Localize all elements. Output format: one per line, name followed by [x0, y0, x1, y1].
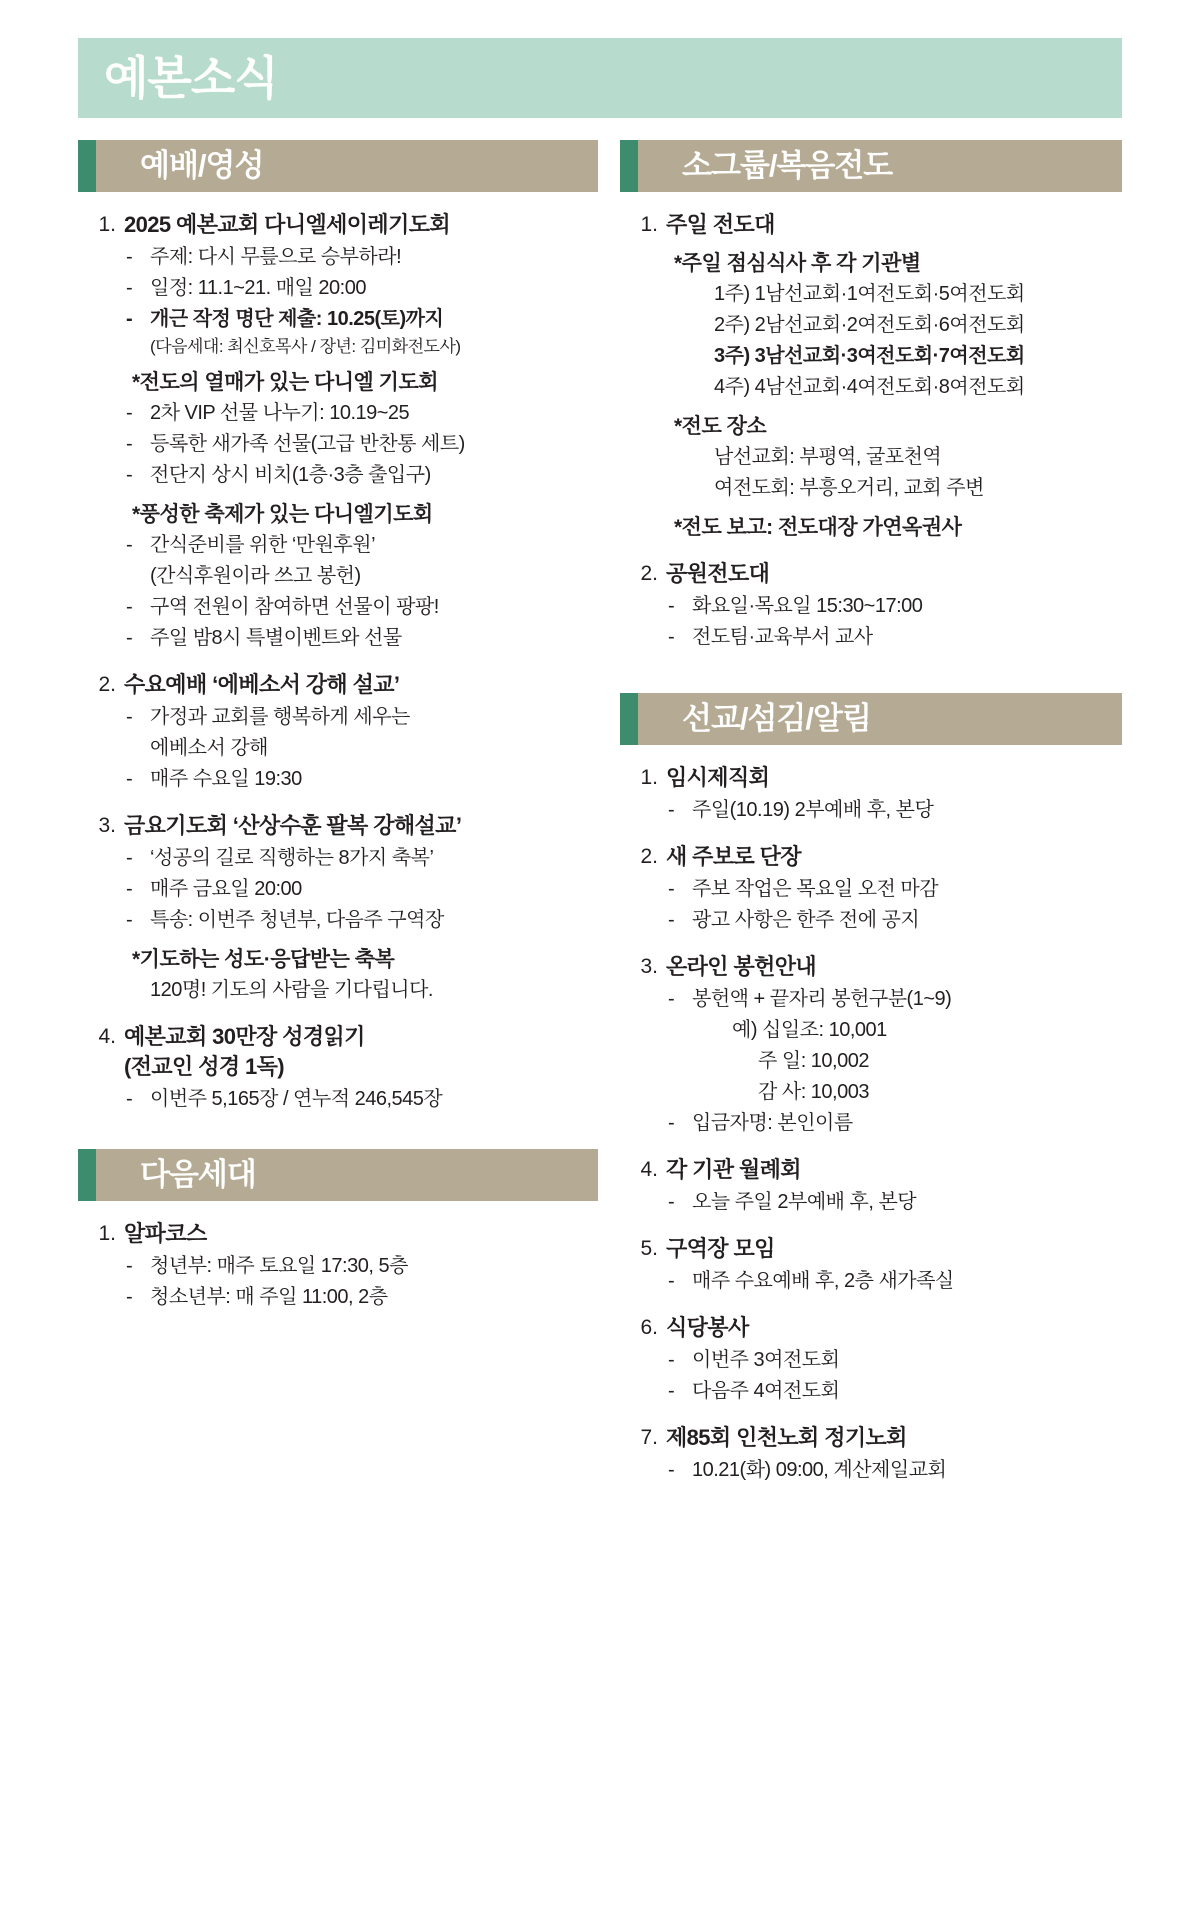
dash-bullet-icon: - [668, 878, 675, 900]
item-title: 공원전도대 [666, 561, 770, 586]
detail-text: ‘성공의 길로 직행하는 8가지 축복’ [150, 847, 434, 869]
detail-text: 3주) 3남선교회·3여전도회·7여전도회 [714, 345, 1025, 367]
detail-text: 에베소서 강해 [150, 737, 268, 759]
list-item [620, 842, 1122, 936]
detail-text: 광고 사항은 한주 전에 공지 [692, 909, 920, 931]
dash-bullet-icon: - [126, 909, 133, 931]
item-detail-line [666, 874, 1122, 905]
dash-bullet-icon: - [668, 1459, 675, 1481]
section-mission [620, 693, 1122, 1486]
detail-text: 120명! 기도의 사람을 기다립니다. [150, 979, 433, 1001]
detail-text: 봉헌액 + 끝자리 봉헌구분(1~9) [692, 988, 952, 1010]
dash-bullet-icon: - [126, 402, 133, 424]
item-number: 1. [98, 1222, 116, 1245]
list-item [620, 559, 1122, 653]
item-detail-line [666, 1077, 1122, 1108]
item-detail-list [666, 874, 1122, 936]
item-title: 알파코스 [124, 1221, 207, 1246]
detail-text: 매주 수요예배 후, 2층 새가족실 [692, 1270, 954, 1292]
item-detail-line [666, 279, 1122, 310]
detail-text: 청년부: 매주 토요일 17:30, 5층 [150, 1255, 408, 1277]
item-detail-line [124, 242, 598, 273]
right-column [620, 140, 1122, 1502]
section-item-list [620, 763, 1122, 1486]
detail-text: 1주) 1남선교회·1여전도회·5여전도회 [714, 283, 1025, 305]
section-worship [78, 140, 598, 1115]
dash-bullet-icon: - [668, 1270, 675, 1292]
detail-text: 주보 작업은 목요일 오전 마감 [692, 878, 939, 900]
item-detail-line [124, 905, 598, 936]
item-detail-line [666, 1046, 1122, 1077]
detail-text: 주제: 다시 무릎으로 승부하라! [150, 246, 402, 268]
item-title: 수요예배 ‘에베소서 강해 설교’ [124, 672, 400, 697]
item-subtitle: (전교인 성경 1독) [124, 1054, 285, 1079]
detail-text: *전도의 열매가 있는 다니엘 기도회 [132, 371, 439, 394]
item-number: 6. [640, 1316, 658, 1339]
dash-bullet-icon: - [668, 1112, 675, 1134]
item-detail-line [124, 273, 598, 304]
detail-text: 등록한 새가족 선물(고급 반찬통 세트) [150, 433, 465, 455]
detail-text: 2주) 2남선교회·2여전도회·6여전도회 [714, 314, 1025, 336]
item-detail-line [124, 702, 598, 733]
item-detail-line [666, 905, 1122, 936]
list-item [620, 1423, 1122, 1486]
dash-bullet-icon: - [126, 627, 133, 649]
detail-text: (간식후원이라 쓰고 봉헌) [150, 565, 361, 587]
section-header-worship [78, 140, 598, 192]
list-item [620, 952, 1122, 1139]
section-smallgroup [620, 140, 1122, 653]
page-title: 예본소식 [104, 52, 278, 104]
dash-bullet-icon: - [126, 246, 133, 268]
dash-bullet-icon: - [668, 1191, 675, 1213]
left-column [78, 140, 598, 1329]
dash-bullet-icon: - [126, 1088, 133, 1110]
section-item-list [620, 210, 1122, 653]
list-item [78, 1219, 598, 1313]
detail-text: 감 사: 10,003 [758, 1081, 869, 1103]
detail-text: 간식준비를 위한 ‘만원후원’ [150, 534, 376, 556]
item-number: 4. [640, 1158, 658, 1181]
item-number: 7. [640, 1426, 658, 1449]
item-detail-list [666, 248, 1122, 543]
item-number: 2. [640, 562, 658, 585]
item-detail-list [666, 1266, 1122, 1297]
detail-text: 구역 전원이 참여하면 선물이 팡팡! [150, 596, 439, 618]
dash-bullet-icon: - [126, 878, 133, 900]
item-detail-line [666, 1015, 1122, 1046]
item-detail-line [666, 442, 1122, 473]
list-item [620, 763, 1122, 826]
section-accent-bar [78, 1149, 96, 1201]
item-detail-list [124, 702, 598, 795]
item-detail-line [124, 1251, 598, 1282]
item-detail-list [666, 1187, 1122, 1218]
item-detail-list [666, 1345, 1122, 1407]
item-detail-list [124, 1084, 598, 1115]
detail-text: 여전도회: 부흥오거리, 교회 주변 [714, 477, 984, 499]
dash-bullet-icon: - [126, 596, 133, 618]
detail-text: *주일 점심식사 후 각 기관별 [674, 252, 921, 275]
dash-bullet-icon: - [126, 464, 133, 486]
section-header-next-generation [78, 1149, 598, 1201]
list-item [78, 210, 598, 654]
item-detail-line [666, 591, 1122, 622]
item-number: 5. [640, 1237, 658, 1260]
item-detail-list [666, 984, 1122, 1139]
list-item [620, 210, 1122, 543]
item-detail-line [124, 530, 598, 561]
detail-text: *전도 장소 [674, 415, 767, 438]
section-item-list [78, 210, 598, 1115]
detail-text: 특송: 이번주 청년부, 다음주 구역장 [150, 909, 444, 931]
dash-bullet-icon: - [668, 1380, 675, 1402]
section-title: 소그룹/복음전도 [682, 148, 893, 183]
dash-bullet-icon: - [668, 626, 675, 648]
item-detail-line [124, 561, 598, 592]
detail-text: 입금자명: 본인이름 [692, 1112, 853, 1134]
detail-text: *풍성한 축제가 있는 다니엘기도회 [132, 503, 433, 526]
dash-bullet-icon: - [668, 988, 675, 1010]
item-detail-line [124, 733, 598, 764]
item-detail-line [666, 984, 1122, 1015]
item-title: 온라인 봉헌안내 [666, 954, 817, 979]
detail-text: 개근 작정 명단 제출: 10.25(토)까지 [150, 308, 444, 330]
dash-bullet-icon: - [126, 768, 133, 790]
item-detail-line [124, 1282, 598, 1313]
item-detail-line [124, 975, 598, 1006]
section-item-list [78, 1219, 598, 1313]
detail-text: 청소년부: 매 주일 11:00, 2층 [150, 1286, 388, 1308]
dash-bullet-icon: - [668, 595, 675, 617]
detail-text: 일정: 11.1~21. 매일 20:00 [150, 277, 366, 299]
item-title: 구역장 모임 [666, 1236, 775, 1261]
detail-text: 이번주 5,165장 / 연누적 246,545장 [150, 1088, 443, 1110]
item-detail-line [666, 512, 1122, 543]
item-number: 2. [640, 845, 658, 868]
detail-text: 이번주 3여전도회 [692, 1349, 840, 1371]
detail-text: 주일 밤8시 특별이벤트와 선물 [150, 627, 402, 649]
item-detail-list [666, 591, 1122, 653]
item-detail-line [666, 411, 1122, 442]
item-detail-line [666, 1345, 1122, 1376]
detail-text: 전도팀·교육부서 교사 [692, 626, 873, 648]
list-item [620, 1313, 1122, 1407]
section-title: 선교/섬김/알림 [682, 701, 871, 736]
detail-text: 주 일: 10,002 [758, 1050, 869, 1072]
item-detail-line [666, 1108, 1122, 1139]
item-detail-line [124, 623, 598, 654]
section-next-generation [78, 1149, 598, 1313]
section-accent-bar [620, 140, 638, 192]
item-detail-line [666, 1376, 1122, 1407]
item-detail-line [666, 473, 1122, 504]
detail-text: 4주) 4남선교회·4여전도회·8여전도회 [714, 376, 1025, 398]
item-detail-list [666, 795, 1122, 826]
detail-text: 매주 금요일 20:00 [150, 878, 302, 900]
item-detail-list [124, 843, 598, 1006]
detail-text: 전단지 상시 비치(1층·3층 출입구) [150, 464, 431, 486]
detail-text: 다음주 4여전도회 [692, 1380, 840, 1402]
item-title: 각 기관 월례회 [666, 1157, 801, 1182]
item-detail-list [124, 242, 598, 654]
list-item [78, 811, 598, 1006]
detail-text: 남선교회: 부평역, 굴포천역 [714, 446, 942, 468]
item-detail-line [666, 1266, 1122, 1297]
item-title: 새 주보로 단장 [666, 844, 801, 869]
item-detail-line [124, 1084, 598, 1115]
item-detail-line [124, 460, 598, 491]
section-header-smallgroup [620, 140, 1122, 192]
item-detail-line [666, 622, 1122, 653]
item-detail-line [124, 304, 598, 335]
detail-text: 주일(10.19) 2부예배 후, 본당 [692, 799, 934, 821]
dash-bullet-icon: - [126, 1286, 133, 1308]
item-number: 1. [640, 213, 658, 236]
section-title: 예배/영성 [140, 148, 264, 183]
dash-bullet-icon: - [126, 433, 133, 455]
item-detail-line [124, 944, 598, 975]
dash-bullet-icon: - [668, 1349, 675, 1371]
section-accent-bar [78, 140, 96, 192]
item-detail-line [124, 429, 598, 460]
item-detail-line [124, 592, 598, 623]
item-detail-line [124, 843, 598, 874]
detail-text: *기도하는 성도·응답받는 축복 [132, 948, 395, 971]
item-detail-line [124, 398, 598, 429]
detail-text: 예) 십일조: 10,001 [732, 1019, 887, 1041]
item-detail-line [666, 795, 1122, 826]
item-title: 2025 예본교회 다니엘세이레기도회 [124, 212, 451, 237]
item-number: 2. [98, 673, 116, 696]
dash-bullet-icon: - [126, 847, 133, 869]
item-number: 3. [98, 814, 116, 837]
item-number: 1. [640, 766, 658, 789]
item-detail-list [124, 1251, 598, 1313]
detail-text: 가정과 교회를 행복하게 세우는 [150, 706, 410, 728]
list-item [78, 1022, 598, 1115]
item-detail-line [124, 874, 598, 905]
item-detail-line [124, 367, 598, 398]
item-title: 금요기도회 ‘산상수훈 팔복 강해설교’ [124, 813, 462, 838]
item-detail-line [666, 1455, 1122, 1486]
item-number: 1. [98, 213, 116, 236]
dash-bullet-icon: - [126, 706, 133, 728]
item-detail-line [666, 341, 1122, 372]
section-header-mission [620, 693, 1122, 745]
list-item [620, 1155, 1122, 1218]
item-title: 제85회 인천노회 정기노회 [666, 1425, 907, 1450]
detail-text: *전도 보고: 전도대장 가연옥권사 [674, 516, 962, 539]
detail-text: 화요일·목요일 15:30~17:00 [692, 595, 923, 617]
item-title: 주일 전도대 [666, 212, 775, 237]
list-item [620, 1234, 1122, 1297]
dash-bullet-icon: - [668, 799, 675, 821]
detail-text: 10.21(화) 09:00, 계산제일교회 [692, 1459, 947, 1481]
item-detail-line [124, 499, 598, 530]
list-item [78, 670, 598, 795]
detail-text: (다음세대: 최신호목사 / 장년: 김미화전도사) [150, 337, 461, 356]
detail-text: 2차 VIP 선물 나누기: 10.19~25 [150, 402, 410, 424]
item-detail-line [666, 310, 1122, 341]
item-detail-line [666, 1187, 1122, 1218]
item-title: 임시제직회 [666, 765, 770, 790]
dash-bullet-icon: - [668, 909, 675, 931]
item-detail-line [124, 335, 598, 359]
section-title: 다음세대 [140, 1157, 256, 1192]
detail-text: 매주 수요일 19:30 [150, 768, 302, 790]
item-number: 4. [98, 1025, 116, 1048]
item-detail-line [666, 248, 1122, 279]
dash-bullet-icon: - [126, 308, 133, 330]
item-title: 예본교회 30만장 성경읽기 [124, 1024, 365, 1049]
dash-bullet-icon: - [126, 534, 133, 556]
item-detail-list [666, 1455, 1122, 1486]
item-number: 3. [640, 955, 658, 978]
section-accent-bar [620, 693, 638, 745]
item-detail-line [124, 764, 598, 795]
detail-text: 오늘 주일 2부예배 후, 본당 [692, 1191, 917, 1213]
item-detail-line [666, 372, 1122, 403]
dash-bullet-icon: - [126, 277, 133, 299]
item-title: 식당봉사 [666, 1315, 749, 1340]
dash-bullet-icon: - [126, 1255, 133, 1277]
